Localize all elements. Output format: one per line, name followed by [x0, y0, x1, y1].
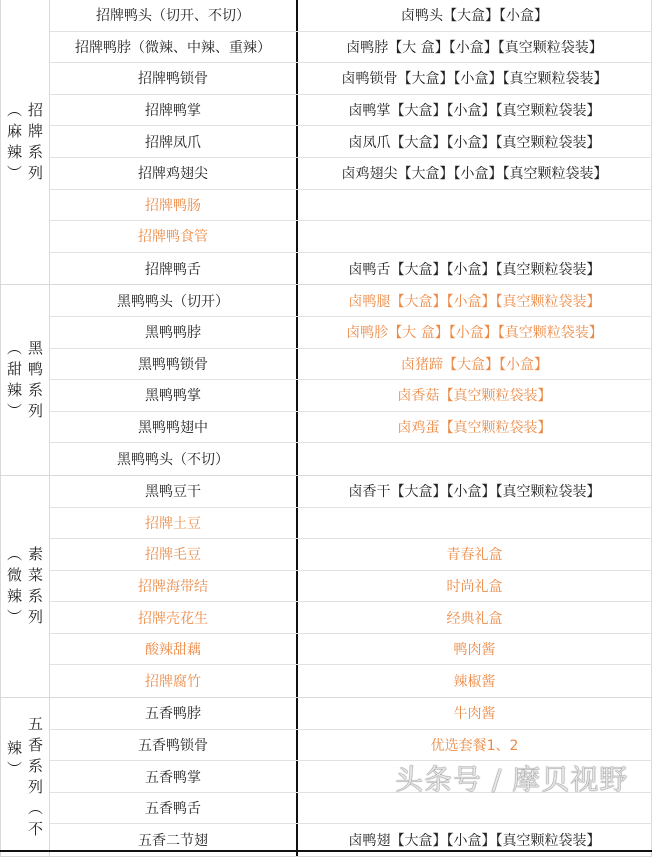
series-label-column: [28, 100, 43, 184]
packaging-options: 卤香干【大盒】【小盒】【真空颗粒袋装】: [298, 476, 652, 507]
series-label-char: ︶: [6, 608, 22, 627]
table-row: [50, 412, 652, 444]
table-row: [50, 0, 652, 32]
packaging-options: 卤鸭腿【大盒】【小盒】【真空颗粒袋装】: [298, 285, 652, 316]
packaging-options: [298, 190, 652, 221]
product-name: 招牌鸭肠: [50, 190, 298, 221]
series-label-column: [7, 100, 22, 184]
packaging-options: 牛肉酱: [298, 698, 652, 729]
table-row: [50, 126, 652, 158]
product-name: 招牌凤爪: [50, 126, 298, 157]
product-name: 黑鸭鸭翅中: [50, 412, 298, 443]
packaging-options: 时尚礼盒: [298, 571, 652, 602]
table-row: [50, 285, 652, 317]
product-name: 黑鸭鸭头（不切）: [50, 443, 298, 475]
table-row: [50, 253, 652, 285]
series-label-char: 列: [28, 778, 44, 797]
series-label-column: [28, 338, 43, 422]
packaging-options: 卤凤爪【大盒】【小盒】【真空颗粒袋装】: [298, 126, 652, 157]
table-row: [50, 602, 652, 634]
packaging-options: 卤鸭舌【大盒】【小盒】【真空颗粒袋装】: [298, 253, 652, 285]
product-name: 招牌鸭脖（微辣、中辣、重辣）: [50, 32, 298, 63]
packaging-options: 卤鸡翅尖【大盒】【小盒】【真空颗粒袋装】: [298, 158, 652, 189]
product-name: 五香二节翅: [50, 824, 298, 856]
table-row: [50, 698, 652, 730]
series-group: [0, 0, 652, 285]
table-row: [50, 349, 652, 381]
series-label-column: [28, 714, 43, 840]
series-label: [0, 476, 50, 697]
series-label-char: ︵: [6, 339, 22, 358]
product-name: 招牌鸭舌: [50, 253, 298, 285]
table-bottom-border: [0, 850, 652, 854]
product-name: 五香鸭锁骨: [50, 730, 298, 761]
series-label: [0, 285, 50, 475]
packaging-options: [298, 221, 652, 252]
product-name: 招牌土豆: [50, 508, 298, 539]
series-label-char: 招: [28, 101, 44, 120]
table-row: [50, 32, 652, 64]
table-row: [50, 380, 652, 412]
table-row: [50, 317, 652, 349]
packaging-options: 卤猪蹄【大盒】【小盒】: [298, 349, 652, 380]
packaging-options: 经典礼盒: [298, 602, 652, 633]
series-label-char: 系: [28, 143, 44, 162]
series-group: [0, 285, 652, 476]
table-row: [50, 730, 652, 762]
series-label-char: 列: [28, 608, 44, 627]
packaging-options: 青春礼盒: [298, 539, 652, 570]
product-name: 酸辣甜藕: [50, 634, 298, 665]
product-name: 五香鸭舌: [50, 793, 298, 824]
product-name: 黑鸭鸭掌: [50, 380, 298, 411]
product-name: 五香鸭掌: [50, 761, 298, 792]
series-label-column: [7, 738, 22, 780]
series-label-char: ︶: [6, 402, 22, 421]
table-row: [50, 665, 652, 697]
series-label: [0, 0, 50, 284]
series-label-char: 牌: [28, 122, 44, 141]
packaging-options: 鸭肉酱: [298, 634, 652, 665]
series-label-char: ︶: [6, 164, 22, 183]
product-name: 黑鸭鸭脖: [50, 317, 298, 348]
series-label-char: 列: [28, 164, 44, 183]
table-row: [50, 508, 652, 540]
product-name: 黑鸭豆干: [50, 476, 298, 507]
product-name: 招牌腐竹: [50, 665, 298, 697]
series-label-char: 黑: [28, 339, 44, 358]
packaging-options: 卤鸭头【大盒】【小盒】: [298, 0, 652, 31]
series-label-char: 系: [28, 587, 44, 606]
packaging-options: 卤鸭锁骨【大盒】【小盒】【真空颗粒袋装】: [298, 63, 652, 94]
product-name: 招牌鸭掌: [50, 95, 298, 126]
series-label-char: 香: [28, 736, 44, 755]
series-label: [0, 698, 50, 856]
watermark: 头条号 / 摩贝视野: [395, 763, 629, 796]
packaging-options: [298, 508, 652, 539]
table-row: [50, 539, 652, 571]
table-row: [50, 63, 652, 95]
table-row: [50, 95, 652, 127]
product-name: 五香鸭脖: [50, 698, 298, 729]
product-name: 招牌毛豆: [50, 539, 298, 570]
series-label-char: 辣: [6, 381, 22, 400]
product-name: 招牌鸭食管: [50, 221, 298, 252]
series-label-char: 列: [28, 402, 44, 421]
packaging-options: 卤鸭掌【大盒】【小盒】【真空颗粒袋装】: [298, 95, 652, 126]
product-name: 招牌海带结: [50, 571, 298, 602]
table-row: [50, 158, 652, 190]
product-name: 招牌壳花生: [50, 602, 298, 633]
series-label-char: 甜: [6, 360, 22, 379]
series-label-column: [28, 544, 43, 628]
series-label-char: ︵: [28, 799, 44, 818]
series-label-column: [7, 544, 22, 628]
packaging-options: 卤鸡蛋【真空颗粒袋装】: [298, 412, 652, 443]
packaging-options: [298, 443, 652, 475]
product-name: 招牌鸡翅尖: [50, 158, 298, 189]
packaging-options: 卤香菇【真空颗粒袋装】: [298, 380, 652, 411]
series-group: [0, 476, 652, 698]
series-label-char: 素: [28, 545, 44, 564]
packaging-options: 辣椒酱: [298, 665, 652, 697]
series-label-char: 五: [28, 715, 44, 734]
series-label-char: 微: [6, 566, 22, 585]
series-label-char: 麻: [6, 122, 22, 141]
series-label-column: [7, 338, 22, 422]
series-label-char: ︶: [6, 760, 22, 779]
table-row: [50, 634, 652, 666]
product-name: 黑鸭鸭锁骨: [50, 349, 298, 380]
series-label-char: 辣: [6, 587, 22, 606]
series-label-char: 不: [28, 820, 44, 839]
table-row: [50, 221, 652, 253]
table-row: [50, 443, 652, 475]
series-label-char: 辣: [6, 739, 22, 758]
product-name: 招牌鸭锁骨: [50, 63, 298, 94]
series-label-char: 辣: [6, 143, 22, 162]
series-label-char: 系: [28, 757, 44, 776]
table-row: [50, 476, 652, 508]
packaging-options: 卤鸭翅【大盒】【小盒】【真空颗粒袋装】: [298, 824, 652, 856]
series-label-char: 菜: [28, 566, 44, 585]
packaging-options: [298, 793, 652, 824]
packaging-options: 卤鸭胗【大 盒】【小盒】【真空颗粒袋装】: [298, 317, 652, 348]
packaging-options: 优选套餐1、2: [298, 730, 652, 761]
packaging-options: 卤鸭脖【大 盒】【小盒】【真空颗粒袋装】: [298, 32, 652, 63]
table-row: [50, 190, 652, 222]
product-name: 招牌鸭头（切开、不切）: [50, 0, 298, 31]
series-label-char: 系: [28, 381, 44, 400]
series-label-char: ︵: [6, 101, 22, 120]
table-row: [50, 793, 652, 825]
series-label-char: ︵: [6, 545, 22, 564]
series-label-char: 鸭: [28, 360, 44, 379]
table-row: [50, 571, 652, 603]
product-name: 黑鸭鸭头（切开）: [50, 285, 298, 316]
